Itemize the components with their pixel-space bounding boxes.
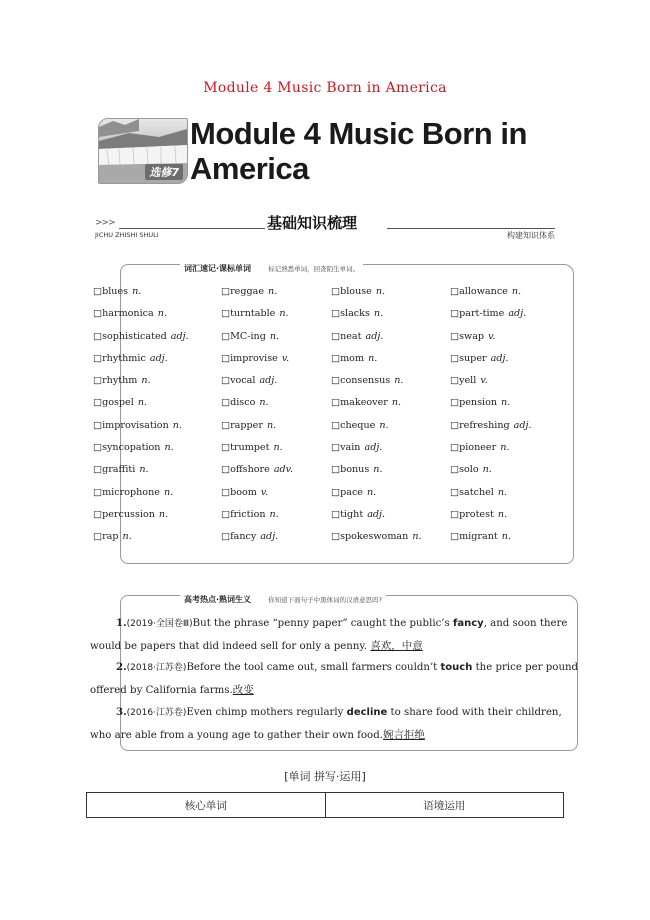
hot-box-heading	[180, 587, 386, 606]
vocab-word: bonus	[340, 464, 370, 476]
vocab-word: cheque	[340, 419, 376, 431]
checkbox-icon[interactable]: □	[93, 286, 103, 297]
vocab-item	[331, 372, 450, 394]
hot-item-1	[90, 612, 584, 658]
vocab-item	[450, 528, 573, 550]
vocab-item	[93, 417, 221, 439]
hot-item-number: 3.	[116, 706, 127, 718]
vocab-item	[331, 461, 450, 483]
vocab-item	[221, 506, 331, 528]
vocab-heading-label: 词汇速记·课标单词	[184, 264, 252, 273]
vocab-word: yell	[459, 375, 477, 387]
vocab-part-of-speech: n.	[511, 286, 522, 297]
section-title: 基础知识梳理	[267, 214, 358, 232]
checkbox-icon[interactable]: □	[331, 397, 341, 409]
vocab-item	[93, 506, 221, 528]
vocab-word: pension	[459, 397, 498, 409]
vocab-word: gospel	[102, 397, 134, 409]
vocab-word: part-time	[459, 308, 505, 320]
vocab-item	[221, 528, 331, 550]
checkbox-icon[interactable]: □	[93, 375, 103, 387]
vocab-word: harmonica	[102, 308, 154, 320]
vocab-item	[221, 394, 331, 416]
vocab-word: super	[459, 352, 487, 364]
vocab-part-of-speech: adv.	[273, 464, 294, 476]
checkbox-icon[interactable]: □	[93, 397, 103, 409]
vocab-word: fancy	[230, 531, 257, 543]
hot-item-source: (2018·江苏卷)	[126, 663, 187, 673]
checkbox-icon[interactable]: □	[221, 330, 231, 342]
vocab-item	[221, 283, 331, 305]
vocab-part-of-speech: adj.	[260, 531, 279, 543]
vocab-part-of-speech: adj.	[259, 375, 278, 387]
vocab-part-of-speech: n.	[375, 286, 386, 297]
hot-item-2	[90, 656, 584, 702]
vocab-part-of-speech: n.	[273, 442, 283, 454]
checkbox-icon[interactable]: □	[93, 464, 103, 476]
vocab-part-of-speech: n.	[279, 308, 289, 320]
vocab-item	[93, 484, 221, 506]
checkbox-icon[interactable]: □	[450, 352, 460, 364]
vocab-part-of-speech: n.	[500, 442, 510, 454]
vocab-item	[331, 283, 450, 305]
vocab-item	[450, 305, 573, 327]
vocab-item	[221, 350, 331, 372]
vocab-item	[93, 439, 221, 461]
vocab-part-of-speech: n.	[132, 286, 142, 297]
checkbox-icon[interactable]: □	[221, 486, 231, 498]
checkbox-icon[interactable]: □	[450, 508, 460, 520]
checkbox-icon[interactable]: □	[450, 397, 460, 409]
vocab-part-of-speech: n.	[172, 419, 182, 431]
checkbox-icon[interactable]: □	[93, 352, 103, 364]
vocab-part-of-speech: adj.	[367, 508, 386, 520]
checkbox-icon[interactable]: □	[331, 375, 341, 387]
vocab-part-of-speech: n.	[373, 308, 384, 320]
checkbox-icon[interactable]: □	[450, 442, 460, 454]
vocab-box-heading	[180, 256, 363, 275]
module-title-line1: Module 4 Music Born in	[190, 116, 527, 151]
vocab-item	[93, 372, 221, 394]
vocab-word: blues	[102, 286, 129, 297]
vocab-item	[450, 506, 573, 528]
checkbox-icon[interactable]: □	[93, 442, 103, 454]
vocab-word: pace	[340, 486, 363, 498]
elective-tag: 选修7	[145, 164, 183, 180]
banner-image	[98, 118, 188, 184]
vocab-part-of-speech: n.	[497, 508, 508, 520]
vocab-word: graffiti	[102, 464, 136, 476]
vocab-part-of-speech: n.	[158, 508, 169, 520]
module-title	[190, 116, 610, 186]
vocab-item	[221, 305, 331, 327]
vocab-part-of-speech: n.	[259, 397, 269, 409]
vocab-item	[93, 394, 221, 416]
vocab-word: vocal	[230, 375, 256, 387]
table-header-core-words: 核心单词	[87, 793, 326, 818]
vocab-word: protest	[459, 508, 494, 520]
hot-item-text: the price per pound offered by California farms.	[90, 662, 579, 696]
vocab-grid	[93, 283, 573, 551]
hot-item-keyword: decline	[346, 707, 388, 718]
vocab-part-of-speech: v.	[480, 375, 488, 387]
checkbox-icon[interactable]: □	[450, 464, 460, 476]
vocab-word: solo	[459, 464, 479, 476]
checkbox-icon[interactable]: □	[450, 308, 460, 320]
vocab-item	[450, 350, 573, 372]
vocab-word: refreshing	[459, 419, 510, 431]
hot-item-text: Before the tool came out, small farmers couldn’t	[186, 662, 441, 673]
vocab-item	[221, 372, 331, 394]
vocab-item	[93, 283, 221, 305]
checkbox-icon[interactable]: □	[221, 286, 231, 297]
hot-item-text: to share food with their children, who are able from a young age to gather their own food.	[90, 707, 562, 741]
checkbox-icon[interactable]: □	[450, 486, 460, 498]
checkbox-icon[interactable]: □	[93, 330, 103, 342]
hot-item-text: Even chimp mothers regularly	[186, 707, 347, 718]
vocab-word: satchel	[459, 486, 494, 498]
vocab-word: improvise	[230, 352, 278, 364]
vocab-word: rapper	[230, 419, 263, 431]
vocab-part-of-speech: n.	[394, 375, 404, 387]
vocab-item	[450, 283, 573, 305]
vocab-word: tight	[340, 508, 364, 520]
checkbox-icon[interactable]: □	[221, 464, 231, 476]
hot-item-text: But the phrase “penny paper” caught the public’s	[192, 618, 454, 629]
vocab-word: improvisation	[102, 419, 169, 431]
vocab-word: syncopation	[102, 442, 161, 454]
vocab-item	[331, 350, 450, 372]
checkbox-icon[interactable]: □	[221, 308, 231, 320]
hot-item-number: 2.	[116, 661, 127, 673]
vocab-item	[331, 439, 450, 461]
vocab-item	[450, 484, 573, 506]
hot-item-keyword: fancy	[453, 618, 484, 629]
vocab-part-of-speech: n.	[373, 464, 383, 476]
hot-heading-label: 高考热点·熟词生义	[184, 595, 252, 604]
vocab-part-of-speech: adj.	[170, 330, 189, 342]
hot-item-text: , and soon there would be papers that did indeed sell for only a penny.	[90, 618, 568, 652]
checkbox-icon[interactable]: □	[93, 419, 103, 431]
vocab-item	[221, 417, 331, 439]
hot-heading-note: 你知道下面句子中黑体词的汉语意思吗?	[268, 596, 383, 604]
hot-item-3	[90, 701, 584, 747]
checkbox-icon[interactable]: □	[221, 442, 231, 454]
vocab-part-of-speech: adj.	[364, 442, 383, 454]
vocab-item	[450, 394, 573, 416]
vocab-part-of-speech: n.	[368, 352, 378, 364]
section-right-label: 构建知识体系	[507, 231, 555, 240]
checkbox-icon[interactable]: □	[93, 508, 103, 520]
vocab-part-of-speech: n.	[412, 531, 422, 543]
vocab-word: rhythm	[102, 375, 138, 387]
vocab-part-of-speech: n.	[122, 531, 132, 543]
vocab-item	[93, 350, 221, 372]
checkbox-icon[interactable]: □	[221, 397, 231, 409]
vocab-word: migrant	[459, 531, 498, 543]
vocab-item	[93, 328, 221, 350]
vocab-heading-note: 标记熟悉单词，回查陌生单词。	[268, 265, 360, 273]
checkbox-icon[interactable]: □	[450, 330, 460, 342]
sub-heading: [单词 拼写·运用]	[284, 770, 366, 783]
vocab-word: friction	[230, 508, 266, 520]
vocab-item	[450, 461, 573, 483]
vocab-part-of-speech: n.	[482, 464, 492, 476]
vocab-item	[221, 461, 331, 483]
checkbox-icon[interactable]: □	[450, 419, 460, 431]
vocab-part-of-speech: adj.	[365, 330, 384, 342]
hot-item-source: (2019·全国卷Ⅲ)	[126, 619, 193, 629]
vocab-part-of-speech: v.	[281, 352, 290, 364]
vocab-part-of-speech: adj.	[490, 352, 509, 364]
vocab-word: consensus	[340, 375, 391, 387]
table-header-context-use: 语境运用	[325, 793, 564, 818]
hot-item-source: (2016·江苏卷)	[126, 708, 187, 718]
checkbox-icon[interactable]: □	[221, 531, 231, 543]
vocab-item	[331, 305, 450, 327]
vocab-part-of-speech: v.	[260, 486, 269, 498]
vocab-item	[93, 528, 221, 550]
checkbox-icon[interactable]: □	[221, 508, 231, 520]
checkbox-icon[interactable]: □	[331, 330, 341, 342]
vocab-word: trumpet	[230, 442, 270, 454]
vocab-part-of-speech: v.	[488, 330, 496, 342]
module-title-line2: America	[190, 151, 309, 186]
vocab-word: reggae	[230, 286, 265, 297]
vocab-part-of-speech: n.	[269, 330, 280, 342]
checkbox-icon[interactable]: □	[221, 375, 231, 387]
checkbox-icon[interactable]: □	[450, 286, 460, 297]
checkbox-icon[interactable]: □	[331, 486, 341, 498]
checkbox-icon[interactable]: □	[331, 419, 341, 431]
checkbox-icon[interactable]: □	[331, 508, 341, 520]
checkbox-icon[interactable]: □	[93, 531, 103, 543]
vocab-word: turntable	[230, 308, 276, 320]
vocab-part-of-speech: n.	[157, 308, 168, 320]
vocab-part-of-speech: adj.	[508, 308, 527, 320]
vocab-part-of-speech: n.	[501, 397, 511, 409]
table-header-row	[87, 793, 564, 818]
hot-item-answer: 喜欢，中意	[370, 640, 423, 652]
vocab-word: microphone	[102, 486, 160, 498]
vocab-word: vain	[340, 442, 361, 454]
vocab-part-of-speech: n.	[164, 442, 174, 454]
vocab-part-of-speech: n.	[139, 464, 149, 476]
vocab-item	[450, 328, 573, 350]
section-line-left	[119, 228, 265, 229]
vocab-word: allowance	[459, 286, 508, 297]
vocab-item	[221, 328, 331, 350]
vocab-word: rap	[102, 531, 119, 543]
vocab-word: pioneer	[459, 442, 497, 454]
top-title: Module 4 Music Born in America	[203, 80, 447, 96]
vocab-part-of-speech: n.	[268, 286, 278, 297]
vocab-item	[331, 394, 450, 416]
section-line-right	[387, 228, 555, 229]
checkbox-icon[interactable]: □	[221, 419, 231, 431]
vocab-word: blouse	[340, 286, 372, 297]
vocab-item	[221, 439, 331, 461]
vocab-item	[450, 372, 573, 394]
checkbox-icon[interactable]: □	[331, 286, 341, 297]
vocab-part-of-speech: adj.	[149, 352, 168, 364]
checkbox-icon[interactable]: □	[331, 442, 341, 454]
hot-item-keyword: touch	[440, 662, 473, 673]
vocab-word: boom	[230, 486, 257, 498]
vocab-word: percussion	[102, 508, 155, 520]
vocab-item	[450, 417, 573, 439]
vocab-part-of-speech: n.	[137, 397, 148, 409]
vocab-part-of-speech: n.	[391, 397, 402, 409]
section-pinyin: JICHU ZHISHI SHULI	[95, 231, 159, 239]
section-bar	[95, 212, 555, 242]
hot-item-answer: 改变	[232, 684, 254, 696]
checkbox-icon[interactable]: □	[331, 531, 341, 543]
vocab-item	[331, 328, 450, 350]
hot-item-number: 1.	[116, 617, 127, 629]
vocab-item	[331, 528, 450, 550]
vocab-part-of-speech: n.	[379, 419, 389, 431]
checkbox-icon[interactable]: □	[93, 486, 103, 498]
checkbox-icon[interactable]: □	[450, 375, 460, 387]
vocab-word: neat	[340, 330, 362, 342]
arrows-icon: >>>	[95, 218, 115, 228]
checkbox-icon[interactable]: □	[93, 308, 103, 320]
vocab-word: swap	[459, 330, 485, 342]
checkbox-icon[interactable]: □	[450, 531, 460, 543]
checkbox-icon[interactable]: □	[331, 464, 341, 476]
vocab-word: spokeswoman	[340, 531, 409, 543]
vocab-part-of-speech: n.	[367, 486, 377, 498]
vocab-item	[331, 506, 450, 528]
vocab-word: makeover	[340, 397, 388, 409]
vocab-item	[93, 461, 221, 483]
checkbox-icon[interactable]: □	[221, 352, 231, 364]
checkbox-icon[interactable]: □	[331, 352, 341, 364]
hot-item-answer: 婉言拒绝	[382, 729, 425, 741]
vocab-word: MC-ing	[230, 330, 266, 342]
vocab-word: sophisticated	[102, 330, 167, 342]
vocab-word: mom	[340, 352, 365, 364]
vocab-word: rhythmic	[102, 352, 146, 364]
vocab-item	[331, 484, 450, 506]
vocab-part-of-speech: n.	[497, 486, 508, 498]
checkbox-icon[interactable]: □	[331, 308, 341, 320]
vocab-word: disco	[230, 397, 256, 409]
vocab-part-of-speech: adj.	[513, 419, 532, 431]
vocab-word: slacks	[340, 308, 370, 320]
vocab-part-of-speech: n.	[269, 508, 279, 520]
vocab-item	[450, 439, 573, 461]
vocab-part-of-speech: n.	[141, 375, 151, 387]
vocab-item	[331, 417, 450, 439]
vocab-item	[93, 305, 221, 327]
vocab-table	[86, 792, 564, 818]
vocab-part-of-speech: n.	[266, 419, 277, 431]
vocab-word: offshore	[230, 464, 270, 476]
vocab-part-of-speech: n.	[501, 531, 511, 543]
vocab-part-of-speech: n.	[163, 486, 174, 498]
vocab-item	[221, 484, 331, 506]
